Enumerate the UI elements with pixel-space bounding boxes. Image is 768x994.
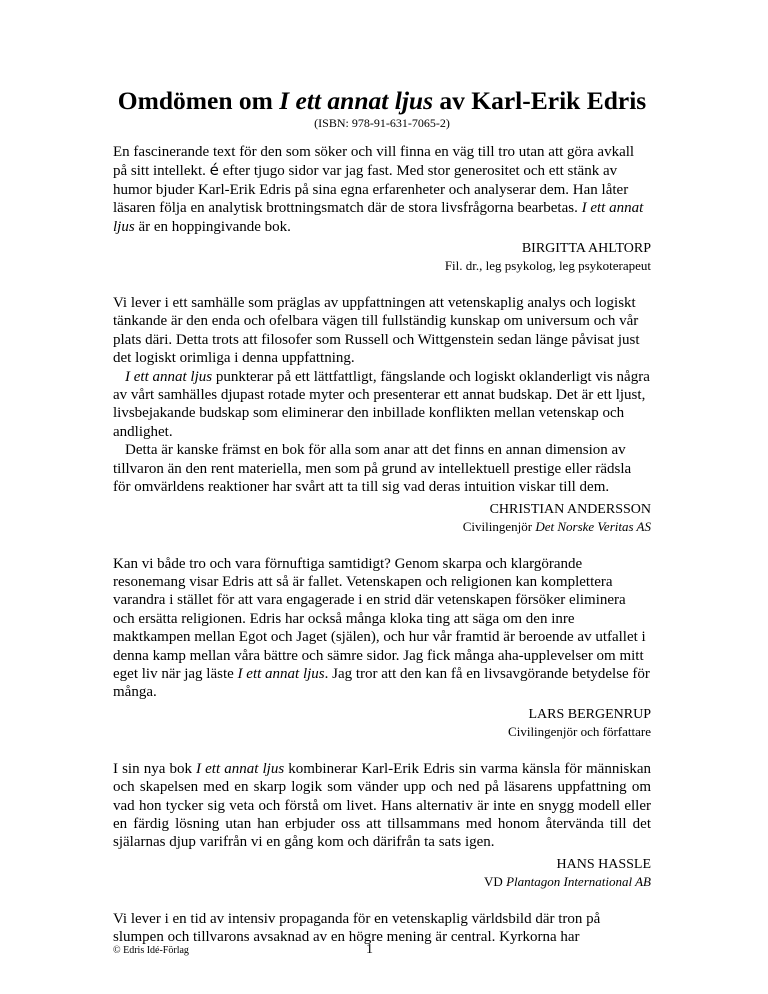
reviewer-role: Civilingenjör Det Norske Veritas AS	[462, 518, 651, 534]
reviewer-role: Civilingenjör och författare	[508, 723, 651, 739]
reviewer-role: VD Plantagon International AB	[484, 873, 651, 889]
review-text: Detta är kanske främst en bok för alla som anar att det finns en annan dimension av tillvaron än den rent materiella, men som på grund av intellektuell prestige eller rädsla för omvärldens reaktioner har svårt att ta till sig vad deras intuition viskar till dem.	[113, 442, 632, 496]
review-text: I ett annat ljus punkterar på ett lättfattligt, fängslande och logiskt oklanderligt vis några av vårt samhälles djupast rotade myter och presenterar ett annat budskap. Det är ett ljust, livsbejakande budskap som eliminerar den inbillade konflikten mellan vetenskap och andlighet.	[113, 368, 650, 440]
reviewer-name: LARS BERGENRUP	[528, 706, 651, 722]
page-number: 1	[366, 942, 373, 957]
review-text: En fascinerande text för den som söker och vill finna en väg till tro utan att göra avkall på sitt intellekt. é efter tjugo sidor var jag fast. Med stor generositet och ett stänk av humor bjuder Karl-Erik Edris på sina egna erfarenheter och analyserar dem. Han låter läsaren följa en analytisk brottningsmatch där de stora livsfrågorna bearbetas. I ett annat ljus är en hoppingivande bok.	[113, 144, 644, 235]
reviewer-name: CHRISTIAN ANDERSSON	[489, 501, 651, 517]
review-andersson	[113, 294, 651, 534]
footer-copyright: © Edris Idé-Förlag	[113, 945, 189, 956]
page-title	[113, 86, 651, 116]
review-ahltorp	[113, 143, 651, 274]
review-text: Vi lever i en tid av intensiv propaganda för en vetenskaplig världsbild där tron på slumpen och tillvarons avsaknad av en högre mening är central. Kyrkorna har	[113, 910, 601, 946]
document-page	[113, 86, 651, 947]
review-fifth	[113, 910, 651, 947]
title-author: av Karl-Erik Edris	[433, 86, 647, 115]
title-text: Omdömen om	[117, 86, 280, 115]
review-text: Kan vi både tro och vara förnuftiga samtidigt? Genom skarpa och klargörande resonemang visar Edris att så är fallet. Vetenskapen och religionen kan komplettera varandra i stället för att vara engagerade i en strid där vetenskapen försöker eliminera och ersätta religionen. Edris har också många kloka ting att säga om den inre maktkampen mellan Egot och Jaget (själen), och hur vår framtid är beroende av utfallet i denna kamp mellan våra bättre och sämre sidor. Jag fick många aha-upplevelser om mitt eget liv när jag läste I ett annat ljus. Jag tror att den kan få en livsavgörande betydelse för många.	[113, 555, 650, 701]
review-text: Vi lever i ett samhälle som präglas av uppfattningen att vetenskaplig analys och logiskt tänkande är den enda och ofelbara vägen till fullständig kunskap om universum och vår plats däri. Detta trots att filosofer som Russell och Wittgenstein sedan länge påvisat just det logiskt orimliga i denna uppfattning.	[113, 295, 640, 367]
review-hassle	[113, 760, 651, 890]
review-text: I sin nya bok I ett annat ljus kombinerar Karl-Erik Edris sin varma känsla för människan och skapelsen med en skarp logik som vänder upp och ned på läsarens uppfattning om vad hon tycker sig veta och förstå om livet. Hans alternativ är inte en snygg modell eller en färdig lösning utan han erbjuder oss att tillsammans med honom återvända till det själarnas djup varifrån vi en gång kom och därifrån ta sats igen.	[113, 760, 651, 851]
review-bergenrup	[113, 555, 651, 740]
isbn-line: (ISBN: 978-91-631-7065-2)	[314, 116, 450, 130]
reviewer-name: BIRGITTA AHLTORP	[521, 241, 651, 257]
book-title: I ett annat ljus	[279, 86, 434, 115]
reviewer-role: Fil. dr., leg psykolog, leg psykoterapeut	[444, 258, 651, 274]
reviewer-name: HANS HASSLE	[556, 856, 651, 872]
